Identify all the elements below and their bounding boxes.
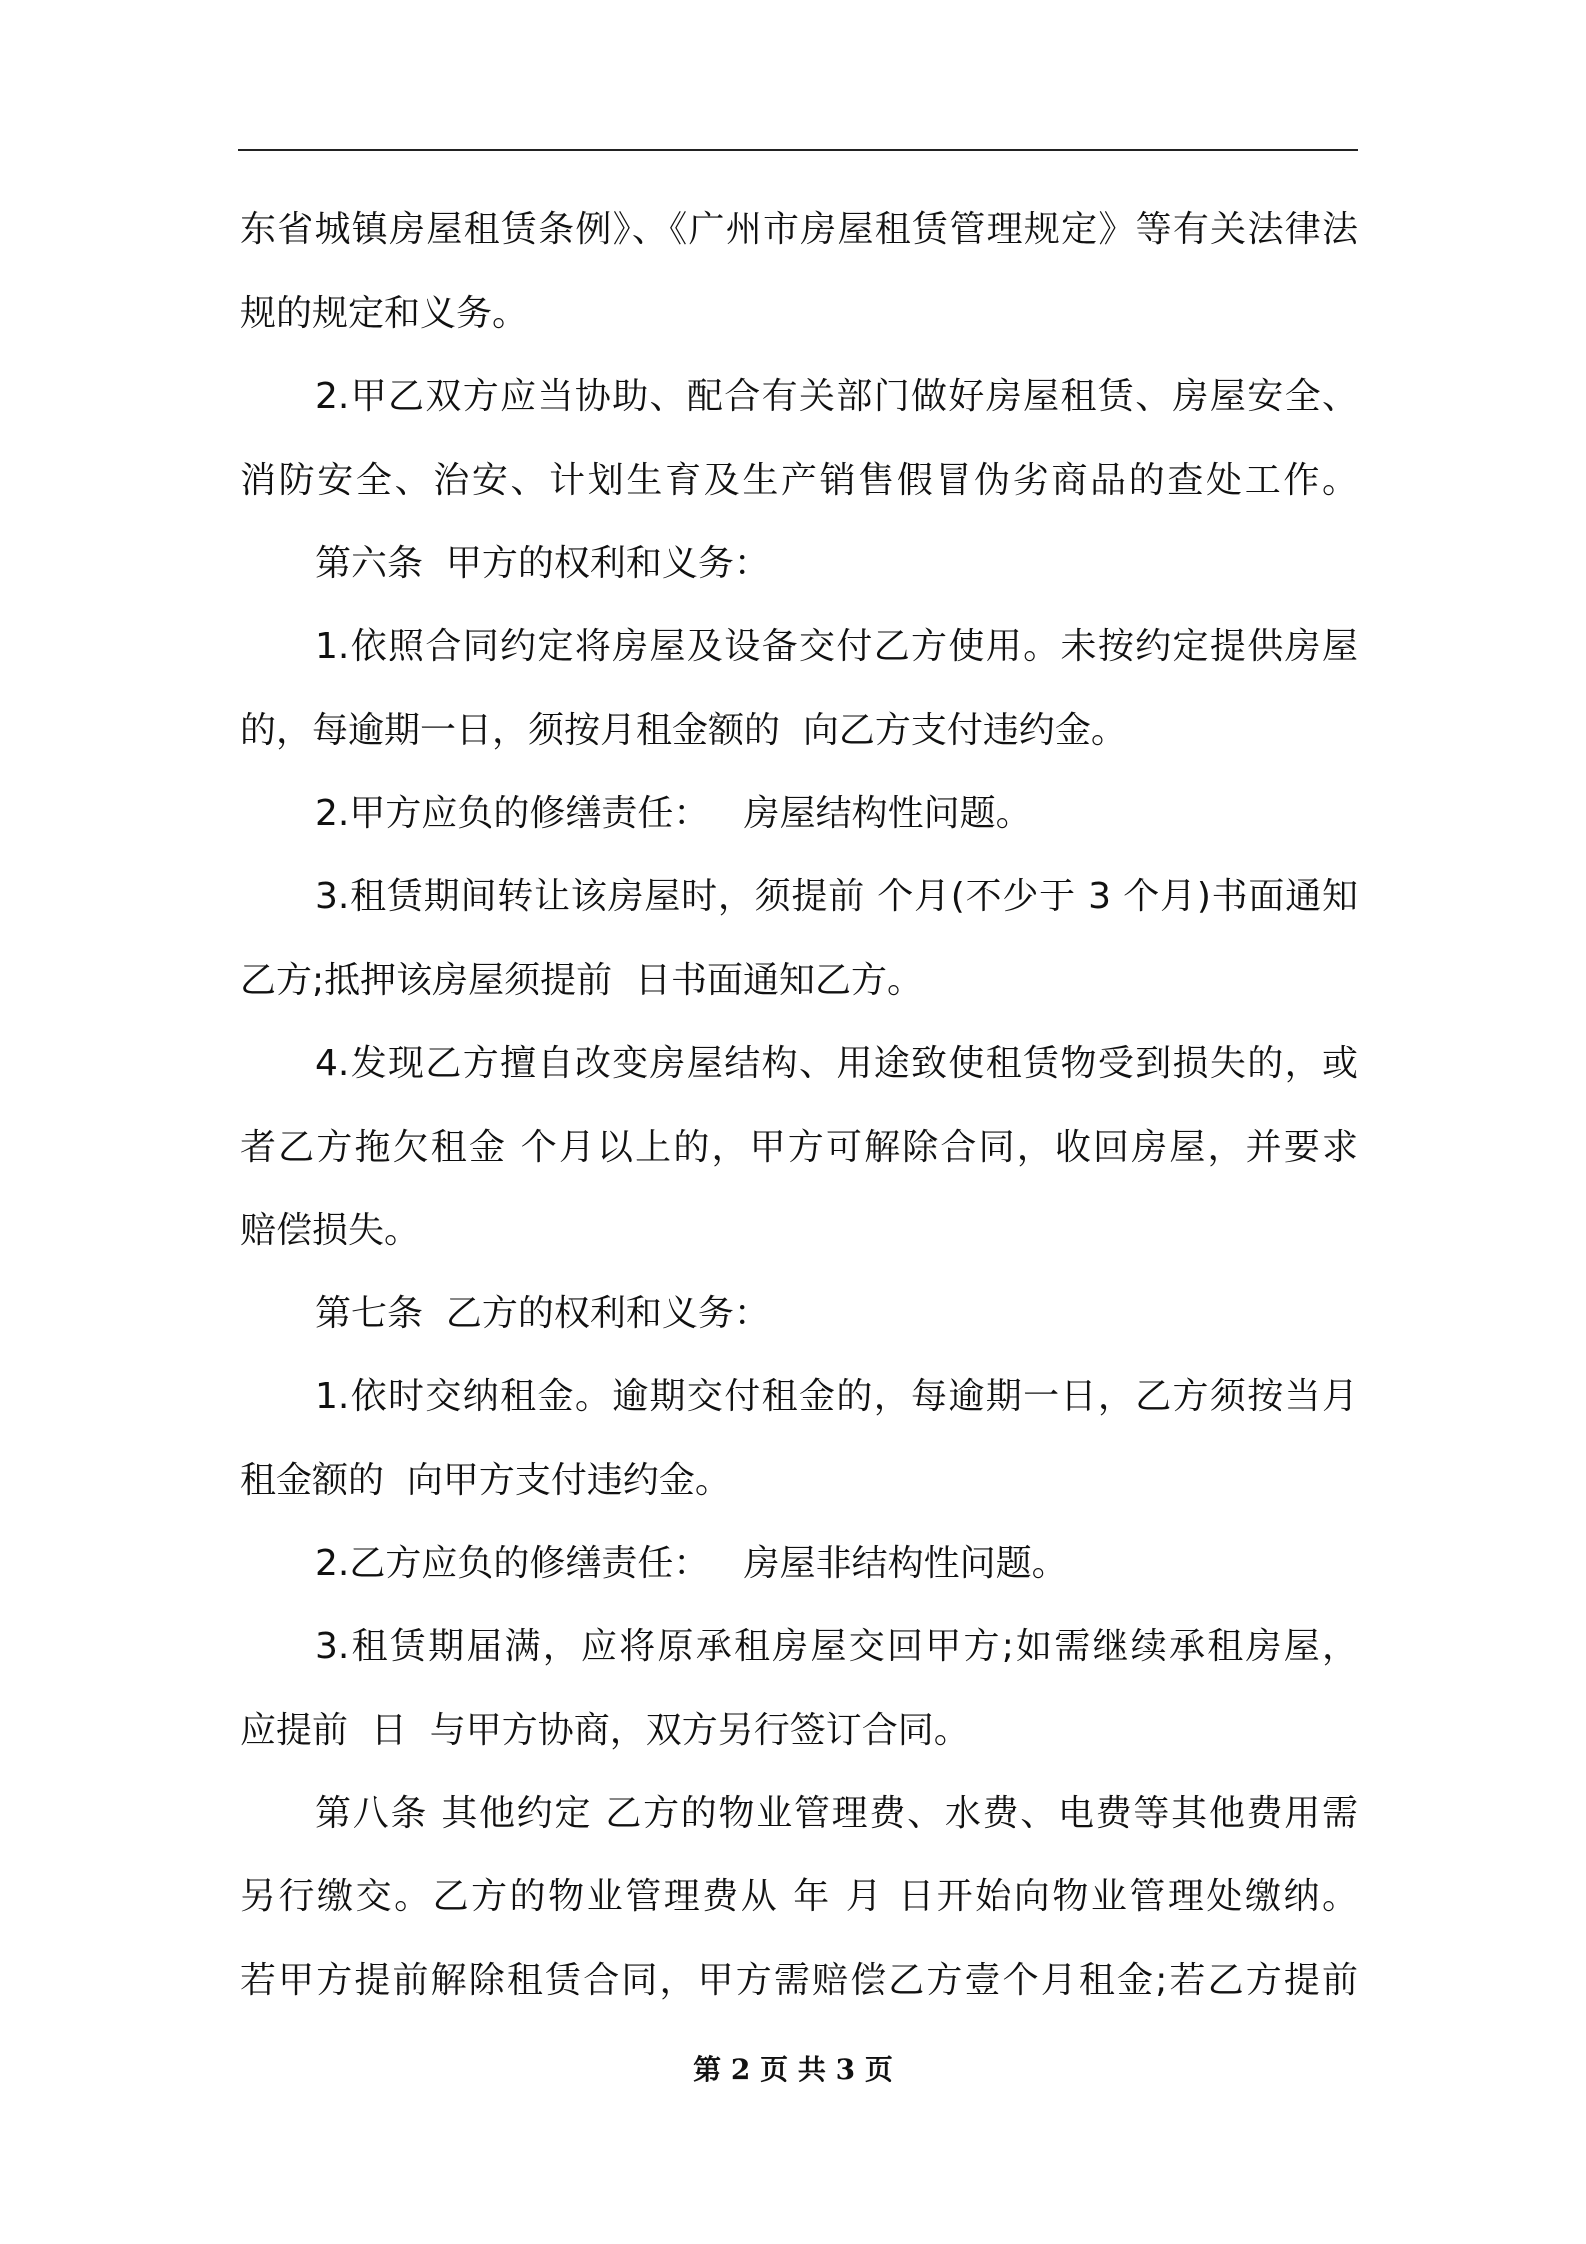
text-line: 2.甲方应负的修缮责任： 房屋结构性问题。 [315,793,1032,834]
text-line: 乙方;抵押该房屋须提前 日书面通知乙方。 [240,960,924,1001]
text-line: 应提前 日 与甲方协商，双方另行签订合同。 [240,1710,970,1751]
text-line: 2.乙方应负的修缮责任： 房屋非结构性问题。 [315,1543,1068,1584]
header-rule [238,149,1358,151]
section-heading: 第七条 乙方的权利和义务： [315,1293,770,1334]
section-heading: 第八条 其他约定 乙方的物业管理费、水费、电费等其他费用需 [315,1793,1358,1834]
text-line: 规的规定和义务。 [240,293,529,334]
text-line: 租金额的 向甲方支付违约金。 [240,1460,731,1501]
text-line: 者乙方拖欠租金 个月以上的，甲方可解除合同，收回房屋，并要求 [240,1127,1358,1168]
text-line: 若甲方提前解除租赁合同，甲方需赔偿乙方壹个月租金;若乙方提前 [240,1960,1358,2001]
text-line: 2.甲乙双方应当协助、配合有关部门做好房屋租赁、房屋安全、 [315,376,1358,417]
section-heading: 第六条 甲方的权利和义务： [315,543,770,584]
text-line: 1.依照合同约定将房屋及设备交付乙方使用。未按约定提供房屋 [315,626,1358,667]
text-line: 另行缴交。乙方的物业管理费从 年 月 日开始向物业管理处缴纳。 [240,1876,1358,1917]
text-line: 的，每逾期一日，须按月租金额的 向乙方支付违约金。 [240,710,1127,751]
text-line: 4.发现乙方擅自改变房屋结构、用途致使租赁物受到损失的，或 [315,1043,1358,1084]
text-line: 东省城镇房屋租赁条例》、《广州市房屋租赁管理规定》等有关法律法 [240,209,1358,250]
text-line: 赔偿损失。 [240,1210,421,1251]
text-line: 3.租赁期届满，应将原承租房屋交回甲方;如需继续承租房屋， [315,1626,1358,1667]
text-line: 消防安全、治安、计划生育及生产销售假冒伪劣商品的查处工作。 [240,460,1358,501]
text-line: 1.依时交纳租金。逾期交付租金的，每逾期一日，乙方须按当月 [315,1376,1358,1417]
text-line: 3.租赁期间转让该房屋时，须提前 个月(不少于 3 个月)书面通知 [315,876,1358,917]
page-number: 第 2 页 共 3 页 [693,2053,893,2086]
